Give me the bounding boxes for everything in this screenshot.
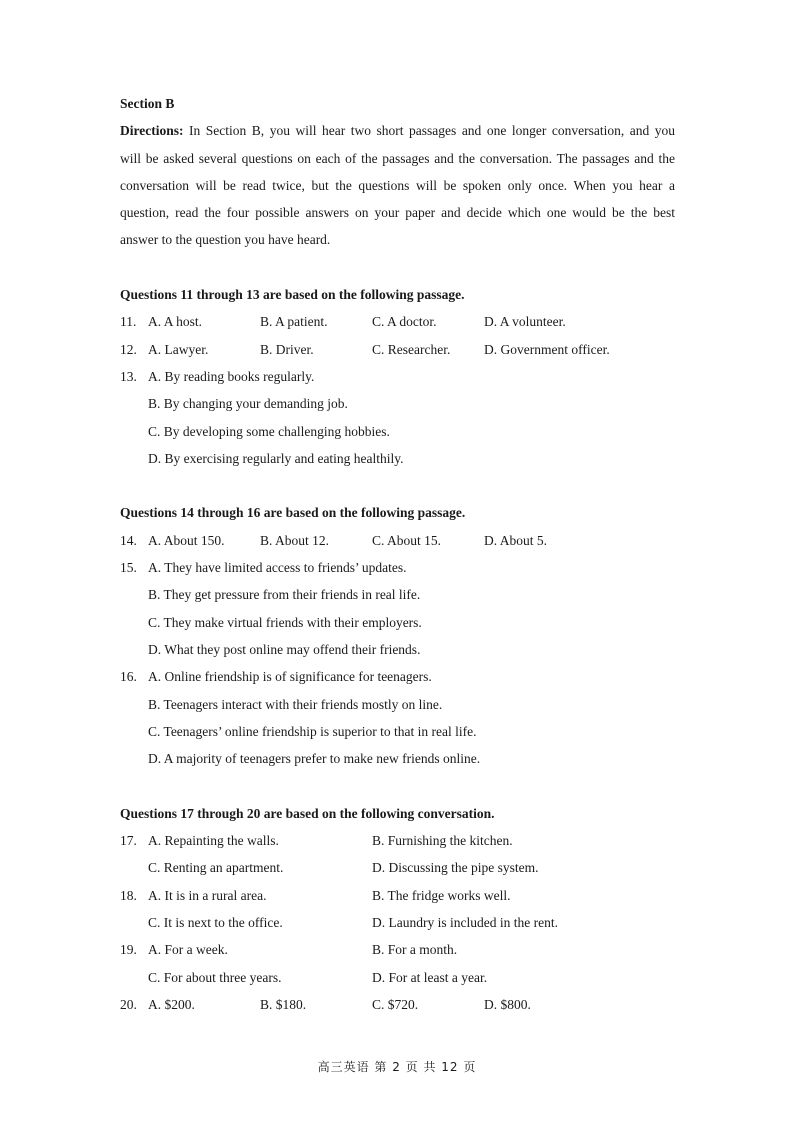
question-14 xyxy=(120,527,675,554)
question-12 xyxy=(120,336,675,363)
question-number: 15. xyxy=(120,560,137,576)
option-d: D. Government officer. xyxy=(484,341,610,357)
directions-line: answer to the question you have heard. xyxy=(120,232,331,248)
option-d: D. What they post online may offend their friends. xyxy=(148,641,421,657)
option-b: B. For a month. xyxy=(372,942,458,958)
option-c: C. It is next to the office. xyxy=(148,914,283,930)
question-13 xyxy=(120,363,675,390)
exam-page xyxy=(120,90,675,1018)
option-b: B. A patient. xyxy=(260,314,328,330)
question-number: 13. xyxy=(120,368,137,384)
question-18 xyxy=(120,882,675,909)
group-heading-14-16: Questions 14 through 16 are based on the following passage. xyxy=(120,505,466,521)
question-19 xyxy=(120,936,675,963)
option-d: D. A volunteer. xyxy=(484,314,566,330)
option-d: D. By exercising regularly and eating healthily. xyxy=(148,450,404,466)
question-15 xyxy=(120,554,675,581)
question-number: 16. xyxy=(120,669,137,685)
option-b: B. Teenagers interact with their friends mostly on line. xyxy=(148,696,443,712)
option-d: D. Laundry is included in the rent. xyxy=(372,914,558,930)
option-b: B. About 12. xyxy=(260,532,330,548)
page-footer: 高三英语 第 2 页 共 12 页 xyxy=(317,1060,477,1074)
directions xyxy=(120,117,675,253)
option-c: C. Teenagers’ online friendship is superior to that in real life. xyxy=(148,723,477,739)
option-c: C. Researcher. xyxy=(372,341,451,357)
question-number: 14. xyxy=(120,532,137,548)
option-b: B. By changing your demanding job. xyxy=(148,396,348,412)
option-b: B. They get pressure from their friends in real life. xyxy=(148,587,421,603)
question-number: 12. xyxy=(120,341,137,357)
directions-line: conversation will be read twice, but the questions will be spoken only once. When you hear a xyxy=(120,177,675,193)
option-a: A. About 150. xyxy=(148,532,225,548)
option-d: D. $800. xyxy=(484,996,531,1012)
option-d: D. A majority of teenagers prefer to make new friends online. xyxy=(148,751,481,767)
question-17 xyxy=(120,827,675,854)
option-d: D. Discussing the pipe system. xyxy=(372,860,539,876)
directions-line: question, read the four possible answers on your paper and decide which one would be the best xyxy=(120,205,675,221)
option-a: A. $200. xyxy=(148,996,195,1012)
question-number: 17. xyxy=(120,833,137,849)
option-d: D. For at least a year. xyxy=(372,969,488,985)
question-number: 19. xyxy=(120,942,137,958)
option-a: A. They have limited access to friends’ updates. xyxy=(148,560,407,576)
option-d: D. About 5. xyxy=(484,532,548,548)
option-a: A. For a week. xyxy=(148,942,228,958)
group-heading-11-13: Questions 11 through 13 are based on the following passage. xyxy=(120,287,465,303)
option-c: C. By developing some challenging hobbies. xyxy=(148,423,390,439)
option-c: C. A doctor. xyxy=(372,314,437,330)
question-number: 20. xyxy=(120,996,137,1012)
option-c: C. About 15. xyxy=(372,532,442,548)
option-c: C. $720. xyxy=(372,996,419,1012)
option-c: C. Renting an apartment. xyxy=(148,860,284,876)
group-heading-17-20: Questions 17 through 20 are based on the following conversation. xyxy=(120,805,495,821)
question-16 xyxy=(120,663,675,690)
option-a: A. A host. xyxy=(148,314,203,330)
option-b: B. Driver. xyxy=(260,341,314,357)
question-number: 11. xyxy=(120,314,137,330)
option-c: C. For about three years. xyxy=(148,969,282,985)
directions-line: Directions: In Section B, you will hear two short passages and one longer conversation, and you xyxy=(120,123,675,139)
option-b: B. $180. xyxy=(260,996,307,1012)
option-c: C. They make virtual friends with their employers. xyxy=(148,614,422,630)
option-b: B. Furnishing the kitchen. xyxy=(372,833,513,849)
option-a: A. Repainting the walls. xyxy=(148,833,279,849)
question-20 xyxy=(120,991,675,1018)
question-number: 18. xyxy=(120,887,137,903)
option-a: A. It is in a rural area. xyxy=(148,887,267,903)
section-title: Section B xyxy=(120,96,175,111)
question-11 xyxy=(120,308,675,335)
directions-label: Directions: xyxy=(120,123,184,139)
directions-line: will be asked several questions on each of the passages and the conversation. The passages and the xyxy=(120,150,675,166)
option-b: B. The fridge works well. xyxy=(372,887,511,903)
option-a: A. Online friendship is of significance for teenagers. xyxy=(148,669,432,685)
option-a: A. By reading books regularly. xyxy=(148,368,315,384)
option-a: A. Lawyer. xyxy=(148,341,209,357)
